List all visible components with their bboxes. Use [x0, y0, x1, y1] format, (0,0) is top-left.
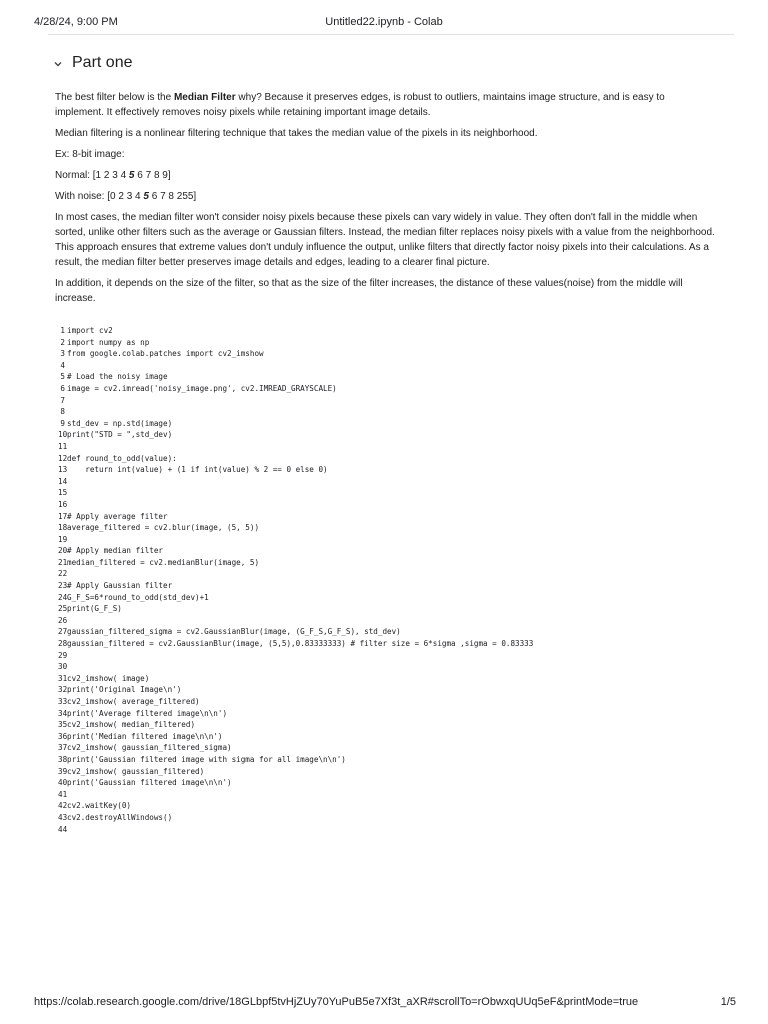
code-text: from google.colab.patches import cv2_imshow — [67, 349, 264, 359]
code-line — [58, 511, 718, 523]
code-text: G_F_S=6*round_to_odd(std_dev)+1 — [67, 592, 209, 602]
code-line — [58, 371, 718, 383]
code-line — [58, 696, 718, 708]
print-datetime: 4/28/24, 9:00 PM — [34, 16, 118, 28]
line-number: 32 — [58, 685, 68, 695]
line-number: 25 — [58, 604, 68, 614]
line-number: 27 — [58, 627, 68, 637]
code-line — [58, 742, 718, 754]
line-number: 9 — [60, 418, 65, 428]
line-number: 17 — [58, 511, 68, 521]
paragraph: In most cases, the median filter won't consider noisy pixels because these pixels can vary widely in value. They often don't fall in the middle when sorted, unlike other filters such as the average or Gaussian filters. Instead, the median filter replaces noisy pixels with a value from the neighborhood. This approach ensures that extreme values don't unduly influence the output, unlike filters that directly factor noisy pixels into their calculations. As a result, the median filter better preserves image details and edges, leading to a clearer final picture. — [55, 212, 715, 268]
code-line — [58, 360, 718, 372]
print-header — [0, 0, 768, 34]
code-cell[interactable] — [58, 325, 718, 835]
line-number: 3 — [60, 349, 65, 359]
code-line — [58, 684, 718, 696]
code-line — [58, 429, 718, 441]
line-number: 26 — [58, 615, 68, 625]
code-line — [58, 522, 718, 534]
code-line — [58, 557, 718, 569]
code-text: std_dev = np.std(image) — [67, 418, 173, 428]
line-number: 42 — [58, 801, 68, 811]
divider — [48, 34, 734, 35]
code-text: # Apply Gaussian filter — [67, 581, 173, 591]
code-line — [58, 418, 718, 430]
code-text: import numpy as np — [67, 337, 150, 347]
code-text: gaussian_filtered_sigma = cv2.GaussianBlur(image, (G_F_S,G_F_S), std_dev) — [67, 627, 401, 637]
code-line — [58, 441, 718, 453]
code-text: median_filtered = cv2.medianBlur(image, 5) — [67, 557, 260, 567]
line-number: 39 — [58, 766, 68, 776]
code-line — [58, 673, 718, 685]
code-text: cv2.destroyAllWindows() — [67, 812, 173, 822]
code-text: cv2_imshow( gaussian_filtered_sigma) — [67, 743, 232, 753]
code-line — [58, 812, 718, 824]
median-value: 5 — [128, 170, 135, 181]
code-text: print(G_F_S) — [67, 604, 122, 614]
line-number: 23 — [58, 581, 68, 591]
code-line — [58, 615, 718, 627]
code-text: # Apply median filter — [67, 546, 164, 556]
code-line — [58, 708, 718, 720]
line-number: 19 — [58, 534, 68, 544]
line-number: 28 — [58, 639, 68, 649]
code-text: average_filtered = cv2.blur(image, (5, 5)) — [67, 523, 260, 533]
paragraph: With noise: [0 2 3 4 5 6 7 8 255] — [55, 191, 197, 202]
code-line — [58, 626, 718, 638]
bold-term: Median Filter — [173, 92, 236, 103]
line-number: 44 — [58, 824, 68, 834]
line-number: 33 — [58, 697, 68, 706]
code-line — [58, 580, 718, 592]
code-line — [58, 719, 718, 731]
code-text: print('Average filtered image\n\n') — [67, 708, 228, 718]
line-number: 20 — [58, 546, 68, 556]
code-line — [58, 603, 718, 615]
code-line — [58, 824, 718, 836]
paragraph: Median filtering is a nonlinear filtering technique that takes the median value of the pixels in its neighborhood. — [55, 128, 538, 139]
line-number: 15 — [58, 488, 68, 498]
code-line — [58, 348, 718, 360]
line-number: 21 — [58, 557, 68, 567]
code-line — [58, 777, 718, 789]
line-number: 18 — [58, 523, 68, 533]
line-number: 5 — [60, 372, 65, 382]
paragraph: In addition, it depends on the size of the filter, so that as the size of the filter increases, the distance of these values(noise) from the middle will increase. — [55, 278, 683, 304]
code-text: return int(value) + (1 if int(value) % 2 == 0 else 0) — [67, 465, 328, 475]
line-number: 41 — [58, 789, 68, 799]
code-line — [58, 499, 718, 511]
code-line — [58, 800, 718, 812]
code-text: cv2_imshow( median_filtered) — [67, 720, 196, 730]
code-line — [58, 337, 718, 349]
code-text: print('Median filtered image\n\n') — [67, 731, 223, 741]
line-number: 31 — [58, 673, 68, 683]
code-line — [58, 545, 718, 557]
line-number: 6 — [60, 383, 65, 393]
code-line — [58, 592, 718, 604]
code-line — [58, 661, 718, 673]
line-number: 4 — [60, 360, 65, 370]
code-line — [58, 568, 718, 580]
code-line — [58, 464, 718, 476]
line-number: 16 — [58, 499, 68, 509]
line-number: 29 — [58, 650, 68, 660]
paragraph: Normal: [1 2 3 4 5 6 7 8 9] — [55, 170, 171, 181]
line-number: 22 — [58, 569, 68, 579]
code-text: print('Original Image\n') — [67, 685, 182, 695]
line-number: 30 — [58, 662, 68, 672]
code-line — [58, 638, 718, 650]
code-line — [58, 383, 718, 395]
code-line — [58, 534, 718, 546]
code-text: gaussian_filtered = cv2.GaussianBlur(image, (5,5),0.83333333) # filter size = 6*sigma ,sigma = 0.83333 — [67, 639, 534, 649]
code-line — [58, 406, 718, 418]
line-number: 37 — [58, 743, 68, 753]
code-text: cv2_imshow( gaussian_filtered) — [67, 766, 205, 776]
line-number: 34 — [58, 708, 68, 718]
line-number: 7 — [60, 395, 65, 405]
code-text: print("STD = ",std_dev) — [67, 430, 173, 440]
code-text: print('Gaussian filtered image with sigma for all image\n\n') — [67, 754, 346, 764]
code-text: # Load the noisy image — [67, 372, 168, 382]
paragraph: Ex: 8-bit image: — [55, 149, 125, 160]
code-line — [58, 476, 718, 488]
line-number: 24 — [58, 592, 68, 602]
code-text: import cv2 — [67, 326, 113, 335]
page-number: 1/5 — [720, 996, 736, 1008]
page-url: https://colab.research.google.com/drive/18GLbpf5tvHjZUy70YuPuB5e7Xf3t_aXR#scrollTo=rObwxqUUq5eF&printMode=true — [34, 996, 639, 1008]
line-number: 12 — [58, 453, 68, 463]
section-title: Part one — [72, 54, 133, 71]
paragraph: The best filter below is the Median Filter why? Because it preserves edges, is robust to outliers, maintains image structure, and is easy to implement. It effectively removes noisy pixels while retaining important image details. — [55, 92, 665, 118]
code-line — [58, 395, 718, 407]
code-line — [58, 325, 718, 337]
notebook-title: Untitled22.ipynb - Colab — [325, 16, 443, 28]
code-text: image = cv2.imread('noisy_image.png', cv2.IMREAD_GRAYSCALE) — [67, 383, 337, 393]
code-text: cv2.waitKey(0) — [67, 801, 132, 811]
code-line — [58, 789, 718, 801]
code-line — [58, 453, 718, 465]
line-number: 36 — [58, 731, 68, 741]
line-number: 13 — [58, 465, 68, 475]
code-text: cv2_imshow( image) — [67, 673, 150, 683]
line-number: 35 — [58, 720, 68, 730]
code-line — [58, 487, 718, 499]
code-text: cv2_imshow( average_filtered) — [67, 697, 200, 706]
chevron-down-icon[interactable] — [52, 58, 64, 70]
code-line — [58, 754, 718, 766]
line-number: 10 — [58, 430, 68, 440]
text-cell[interactable] — [55, 90, 715, 312]
median-value: 5 — [143, 191, 149, 202]
line-number: 43 — [58, 812, 68, 822]
code-text: print('Gaussian filtered image\n\n') — [67, 778, 232, 788]
code-text: def round_to_odd(value): — [67, 453, 177, 463]
line-number: 14 — [58, 476, 68, 486]
line-number: 11 — [58, 441, 68, 451]
line-number: 8 — [60, 407, 65, 417]
line-number: 38 — [58, 754, 68, 764]
code-line — [58, 650, 718, 662]
line-number: 2 — [60, 337, 65, 347]
code-text: # Apply average filter — [67, 511, 168, 521]
code-line — [58, 766, 718, 778]
line-number: 1 — [60, 326, 65, 335]
code-line — [58, 731, 718, 743]
line-number: 40 — [58, 778, 68, 788]
